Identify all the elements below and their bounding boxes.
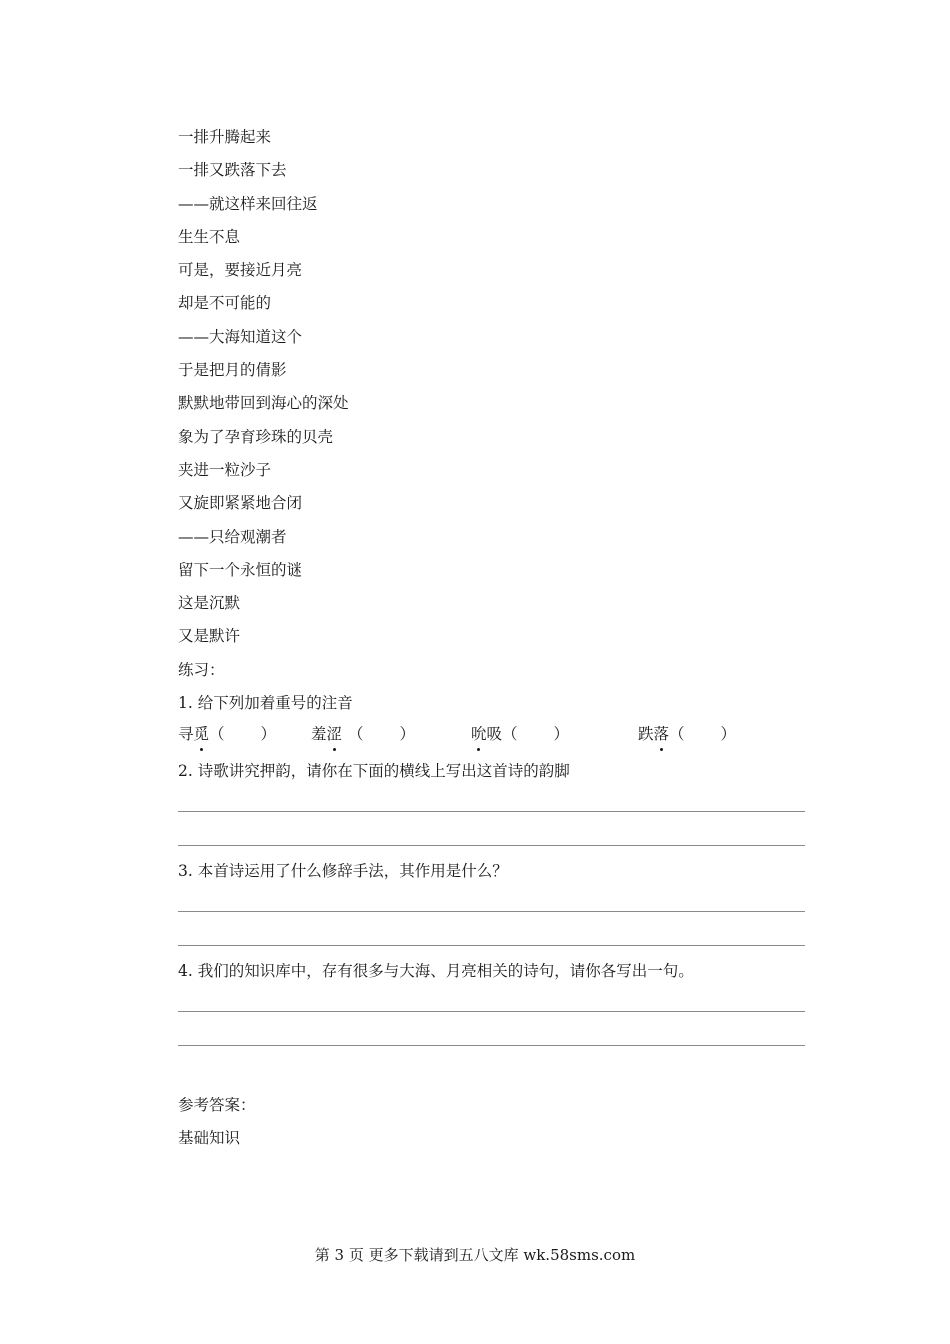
word-char: 吸 (486, 725, 503, 743)
pinyin-item (638, 721, 736, 747)
poem-line: ——只给观潮者 (178, 527, 287, 546)
poem-line: 又是默许 (178, 627, 241, 646)
pinyin-item (311, 721, 415, 747)
answer-line[interactable] (178, 1045, 805, 1046)
answer-line[interactable] (178, 911, 805, 912)
poem (178, 124, 349, 657)
poem-line: 留下一个永恒的谜 (178, 560, 303, 579)
page-footer: 第 3 页 更多下载请到五八文库 wk.58sms.com (314, 1246, 636, 1264)
poem-line: 于是把月的倩影 (178, 361, 287, 380)
poem-line: 生生不息 (178, 227, 241, 246)
pinyin-item (178, 721, 276, 747)
answers-heading: 参考答案： (178, 1096, 256, 1114)
question-3: 3. 本首诗运用了什么修辞手法，其作用是什么？ (178, 862, 508, 880)
answer-line[interactable] (178, 811, 805, 812)
poem-line: 夹进一粒沙子 (178, 460, 272, 479)
answer-line[interactable] (178, 845, 805, 846)
poem-line: ——大海知道这个 (178, 327, 303, 346)
pinyin-exercise-row (178, 721, 818, 747)
pinyin-item (471, 721, 569, 747)
answers-subheading: 基础知识 (178, 1129, 241, 1147)
poem-line: 却是不可能的 (178, 294, 272, 313)
answer-blank[interactable]: （ ） (348, 725, 416, 743)
poem-line: 象为了孕育珍珠的贝壳 (178, 427, 334, 446)
answer-blank[interactable]: （ ） (669, 725, 737, 743)
question-1: 1. 给下列加着重号的注音 (178, 694, 353, 712)
answer-line[interactable] (178, 945, 805, 946)
emphasis-char: 觅 (194, 721, 210, 747)
word-char: 寻 (178, 725, 194, 743)
answer-blank[interactable]: （ ） (502, 725, 570, 743)
poem-line: 一排升腾起来 (178, 128, 272, 146)
question-2: 2. 诗歌讲究押韵，请你在下面的横线上写出这首诗的韵脚 (178, 762, 570, 780)
poem-line: ——就这样来回往返 (178, 194, 318, 213)
word-char: 跌 (638, 725, 654, 743)
exercise-heading: 练习： (178, 661, 225, 679)
poem-line: 默默地带回到海心的深处 (178, 394, 349, 413)
question-4: 4. 我们的知识库中，存有很多与大海、月亮相关的诗句，请你各写出一句。 (178, 962, 694, 980)
emphasis-char: 吮 (471, 721, 487, 747)
emphasis-char: 涩 (327, 721, 343, 747)
emphasis-char: 落 (654, 721, 670, 747)
poem-line: 又旋即紧紧地合闭 (178, 494, 303, 513)
poem-line: 一排又跌落下去 (178, 161, 287, 180)
answer-blank[interactable]: （ ） (209, 725, 277, 743)
answer-line[interactable] (178, 1011, 805, 1012)
word-char: 羞 (311, 725, 327, 743)
poem-line: 可是，要接近月亮 (178, 261, 303, 280)
poem-line: 这是沉默 (178, 594, 241, 613)
